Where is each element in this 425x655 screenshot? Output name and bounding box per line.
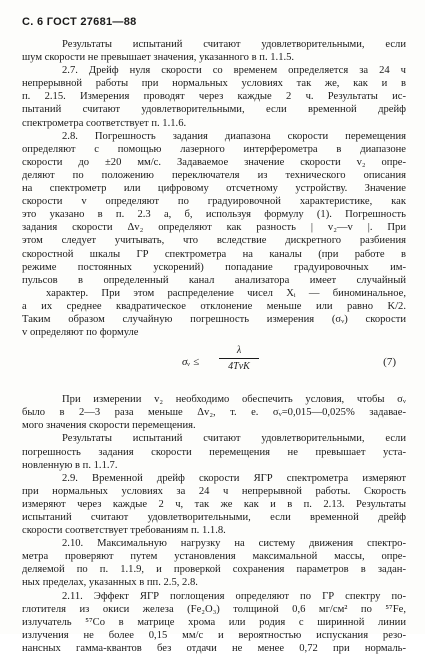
text-line: 2.11. Эффект ЯГР поглощения определяют по ГР спектру по- <box>62 590 406 602</box>
page-header: С. 6 ГОСТ 27681—88 <box>22 16 137 28</box>
formula-7 <box>22 345 406 385</box>
text-line: нансных гамма-квантов без отдачи не менее 0,72 при нормаль- <box>22 642 406 654</box>
text-line: ных пределах, указанных в пп. 2.5, 2.8. <box>22 577 198 589</box>
text-line: 2.7. Дрейф нуля скорости со временем определяется за 24 ч <box>62 65 406 77</box>
text-line: задания скорости Δv₂ определяют как разность | v₂—v |. При <box>22 222 406 234</box>
text-line: излучения не более 0,15 мм/с и вероятностью испускания резо- <box>22 629 406 641</box>
text-line: Результаты испытаний считают удовлетворительными, если <box>62 433 406 445</box>
text-line: деляют по положению переключателя из технического описания <box>22 169 406 181</box>
text-line: Результаты испытаний считают удовлетворительными, если <box>62 39 406 50</box>
text-block-top <box>22 38 406 339</box>
formula-lhs: σᵥ ≤ <box>182 356 200 369</box>
formula-numerator: λ <box>219 345 259 359</box>
text-line: а их среднее квадратическое отклонение меньше или равно K/2. <box>22 300 406 312</box>
text-line: на спектрометр или цифровому отсчетному устройству. Значение <box>22 183 406 195</box>
formula-denominator: 4TνK <box>228 361 250 373</box>
text-line: характер. При этом распределение чисел Xᵢ — биноминальное, <box>46 287 406 299</box>
text-line: режиме постоянных ускорений) попадание градуировочных им- <box>22 261 406 273</box>
text-line: скорости v определяют по градуировочной характеристике, как <box>22 196 406 208</box>
text-line: деляемой по п. 1.1.9, и проверкой сохранения параметров в задан- <box>22 564 406 576</box>
text-line: мого значения скорости перемещения. <box>22 420 196 432</box>
text-line: испытаний считают удовлетворительными, если временной дрейф <box>22 512 406 523</box>
text-line: погрешность задания скорости перемещения не превышает уста- <box>22 446 406 458</box>
text-line: излучатель ⁵⁷Co в матрице хрома или родия с ширинной линии <box>22 616 406 628</box>
text-line: при нормальных условиях за 24 ч непрерывной работы. Скорость <box>22 485 406 497</box>
text-line: 2.10. Максимальную нагрузку на систему движения спектро- <box>62 538 406 550</box>
text-line: метра проверяют путем установления максимальной массы, опре- <box>22 551 406 563</box>
text-line: v определяют по формуле <box>22 327 139 339</box>
text-line: скорости соответствует требованиям п. 1.1.8. <box>22 525 226 537</box>
text-line: 2.8. Погрешность задания диапазона скорости перемещения <box>62 130 406 142</box>
text-line: 2.9. Временной дрейф скорости ЯГР спектрометра измеряют <box>62 472 406 484</box>
text-line: было в 2—3 раза меньше Δv₂, т. е. σᵥ=0,015—0,025% задавае- <box>22 407 406 419</box>
text-line: этом следует учитывать, что вследствие дискретного разбиения <box>22 235 406 247</box>
text-line: Таким образом случайную погрешность измерения (σᵥ) скорости <box>22 313 406 325</box>
text-line: пытаний считают удовлетворительными, если временной дрейф <box>22 104 406 116</box>
text-line: скорости до ±20 мм/с. Задаваемое значение скорости v₂ опре- <box>22 156 406 168</box>
text-line: новленную в п. 1.1.7. <box>22 459 118 471</box>
text-line: измеряют через каждые 2 ч, так же как и в п. 2.13. Результаты <box>22 498 406 510</box>
text-line: п. 2.15. Измерения проводят через каждые 2 ч. Результаты ис- <box>22 91 406 103</box>
text-line: При измерении v₂ необходимо обеспечить условия, чтобы σᵥ <box>62 394 406 406</box>
text-line: это указано в п. 2.3 а, б, используя формулу (1). Погрешность <box>22 209 406 221</box>
formula-number: (7) <box>383 356 396 369</box>
text-line: глотителя из окиси железа (Fe₂O₃) толщиной 0,6 мг/см² по ⁵⁷Fe, <box>22 603 406 615</box>
text-line: непрерывной работы при нормальных условиях так же, как и в <box>22 78 406 90</box>
body-text <box>22 38 406 655</box>
text-line: спектрометра соответствует п. 1.1.6. <box>22 117 187 129</box>
text-block-bottom <box>22 393 406 655</box>
text-line: шум скорости не превышает значения, указанного в п. 1.1.5. <box>22 52 295 64</box>
text-line: определяют с помощью лазерного интерферометра в диапазоне <box>22 143 406 155</box>
formula-fraction <box>219 345 259 372</box>
text-line: пульсов в определенный канал анализатора имеет случайный <box>22 274 406 286</box>
text-line: скоростной шкалы ГР спектрометра на каналы (при работе в <box>22 248 406 260</box>
